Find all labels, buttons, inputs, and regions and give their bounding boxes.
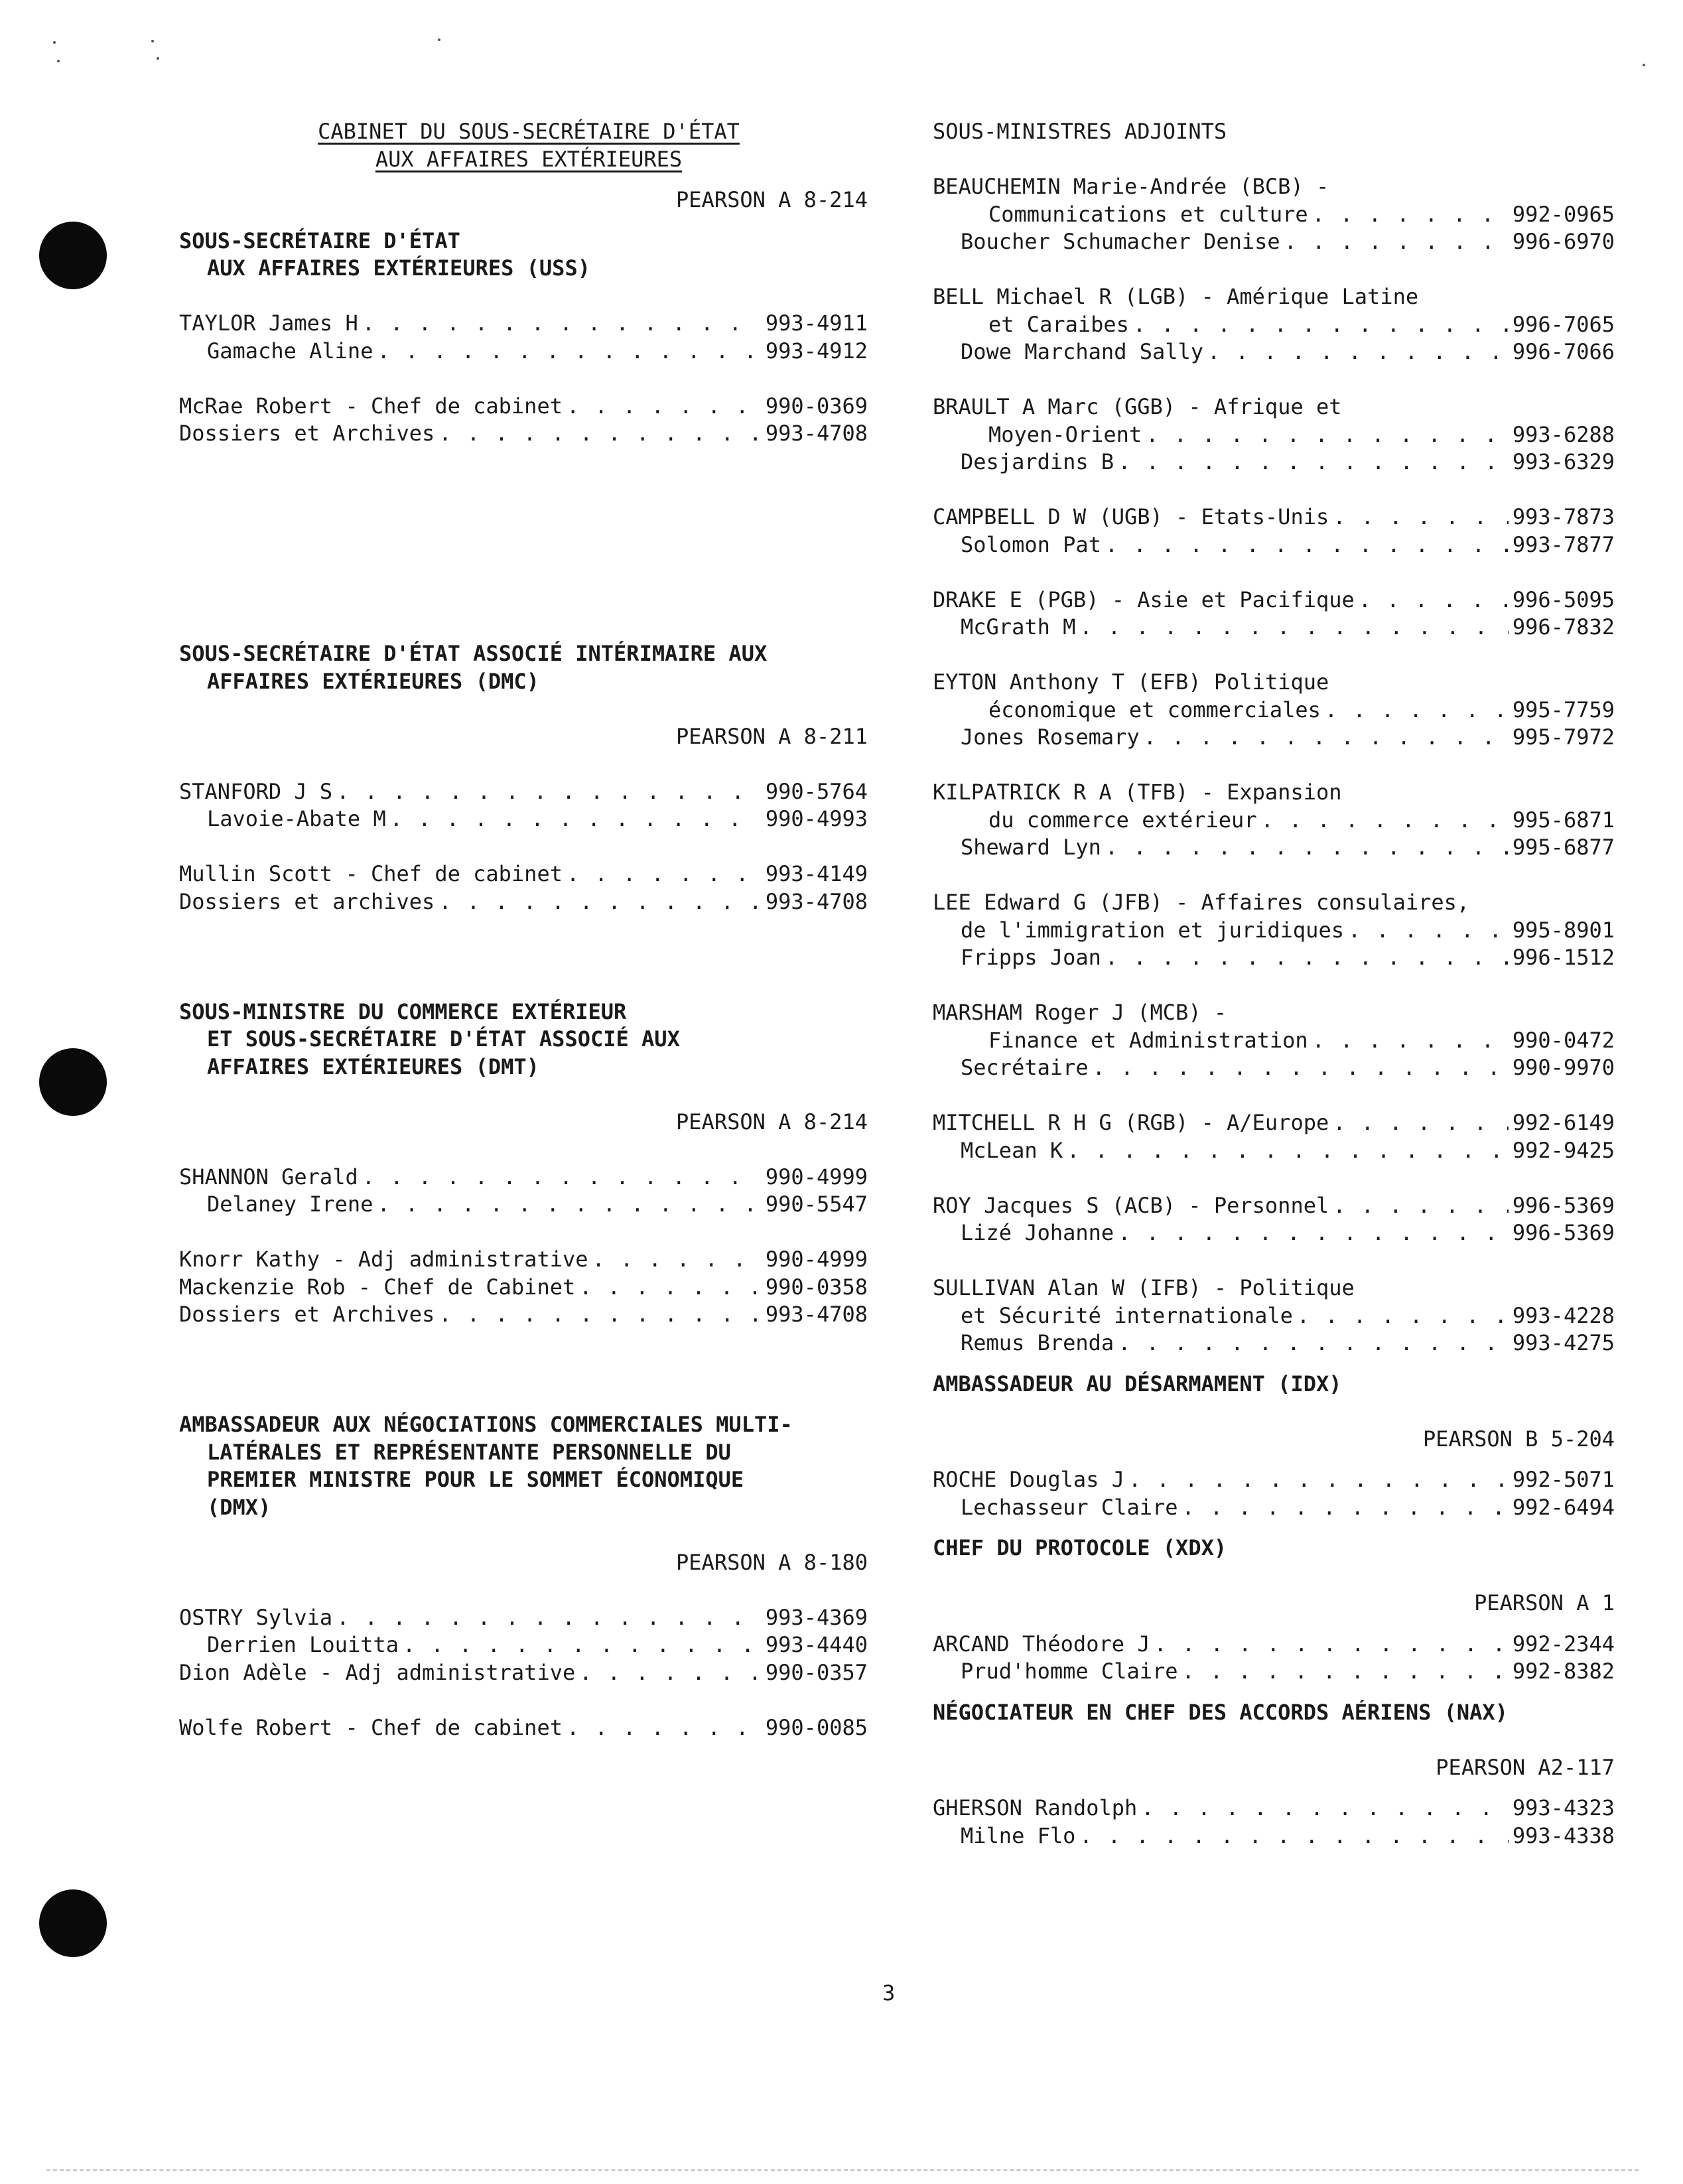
directory-entry: Lavoie-Abate M . . . 990-4993 bbox=[179, 805, 868, 833]
cabinet-title-line2: AUX AFFAIRES EXTÉRIEURES bbox=[375, 146, 683, 172]
directory-entry: Derrien Louitta . . . 993-4440 bbox=[179, 1631, 868, 1659]
dmx-title-line3: PREMIER MINISTRE POUR LE SOMMET ÉCONOMIQUE bbox=[207, 1467, 744, 1492]
directory-entry: ROY Jacques S (ACB) - Personnel . . . 996-5369 bbox=[933, 1192, 1615, 1220]
speck bbox=[53, 41, 56, 44]
entry-heading: MARSHAM Roger J (MCB) - bbox=[933, 1000, 1227, 1025]
xdx-location: PEARSON A 1 bbox=[1474, 1590, 1615, 1615]
nax-title: NÉGOCIATEUR EN CHEF DES ACCORDS AÉRIENS (NAX) bbox=[933, 1699, 1508, 1725]
directory-entry: Dossiers et Archives . . . 993-4708 bbox=[179, 1301, 868, 1329]
directory-entry: Wolfe Robert - Chef de cabinet . . . 990-0085 bbox=[179, 1714, 868, 1742]
directory-entry: Delaney Irene . . . 990-5547 bbox=[179, 1191, 868, 1219]
punch-hole-middle bbox=[39, 1048, 107, 1116]
dmt-location: PEARSON A 8-214 bbox=[676, 1109, 868, 1134]
directory-entry: Gamache Aline . . . 993-4912 bbox=[179, 338, 868, 366]
dmx-title-line4: (DMX) bbox=[207, 1494, 271, 1520]
directory-entry: Dossiers et archives . . . 993-4708 bbox=[179, 888, 868, 916]
directory-entry: Solomon Pat . . . 993-7877 bbox=[933, 531, 1615, 559]
directory-entry: Secrétaire . . . 990-9970 bbox=[933, 1054, 1615, 1082]
directory-entry: Remus Brenda . . . 993-4275 bbox=[933, 1330, 1615, 1357]
directory-entry: GHERSON Randolph . . . 993-4323 bbox=[933, 1795, 1615, 1822]
directory-entry: Mullin Scott - Chef de cabinet . . . 993-4149 bbox=[179, 860, 868, 888]
directory-entry: Dossiers et Archives . . . 993-4708 bbox=[179, 420, 868, 448]
nax-location: PEARSON A2-117 bbox=[1436, 1754, 1615, 1780]
directory-entry: OSTRY Sylvia . . . 993-4369 bbox=[179, 1604, 868, 1632]
directory-entry: Prud'homme Claire . . . 992-8382 bbox=[933, 1658, 1615, 1686]
left-column bbox=[179, 118, 868, 1741]
directory-entry: McGrath M . . . 996-7832 bbox=[933, 614, 1615, 642]
directory-entry: Dowe Marchand Sally . . . 996-7066 bbox=[933, 338, 1615, 366]
directory-entry: Boucher Schumacher Denise . . . 996-6970 bbox=[933, 228, 1615, 256]
directory-entry: STANFORD J S . . . 990-5764 bbox=[179, 778, 868, 806]
directory-entry: Fripps Joan . . . 996-1512 bbox=[933, 944, 1615, 972]
idx-location: PEARSON B 5-204 bbox=[1423, 1426, 1615, 1452]
dmt-title-line3: AFFAIRES EXTÉRIEURES (DMT) bbox=[207, 1054, 539, 1079]
directory-entry: TAYLOR James H . . . 993-4911 bbox=[179, 310, 868, 338]
entry-heading: BRAULT A Marc (GGB) - Afrique et bbox=[933, 394, 1342, 419]
directory-entry: Dion Adèle - Adj administrative . . . 990-0357 bbox=[179, 1659, 868, 1687]
directory-entry: Knorr Kathy - Adj administrative . . . 990-4999 bbox=[179, 1246, 868, 1274]
right-column bbox=[933, 118, 1615, 1850]
directory-entry: économique et commerciales . . . 995-7759 bbox=[933, 697, 1615, 724]
dmt-title-line1: SOUS-MINISTRE DU COMMERCE EXTÉRIEUR bbox=[179, 998, 627, 1024]
entry-heading: BEAUCHEMIN Marie-Andrée (BCB) - bbox=[933, 174, 1329, 199]
uss-title-line2: AUX AFFAIRES EXTÉRIEURES (USS) bbox=[207, 255, 590, 281]
entry-heading: BELL Michael R (LGB) - Amérique Latine bbox=[933, 284, 1419, 309]
directory-entry: de l'immigration et juridiques . . . 995-8901 bbox=[933, 917, 1615, 945]
dmc-location: PEARSON A 8-211 bbox=[676, 723, 868, 749]
speck bbox=[157, 57, 159, 60]
entry-heading: KILPATRICK R A (TFB) - Expansion bbox=[933, 780, 1342, 805]
idx-title: AMBASSADEUR AU DÉSARMAMENT (IDX) bbox=[933, 1371, 1342, 1397]
directory-entry: Sheward Lyn . . . 995-6877 bbox=[933, 834, 1615, 862]
page-number: 3 bbox=[882, 1980, 896, 2006]
punch-hole-bottom bbox=[39, 1889, 107, 1957]
directory-entry: ROCHE Douglas J . . . 992-5071 bbox=[933, 1466, 1615, 1494]
cabinet-location: PEARSON A 8-214 bbox=[676, 187, 868, 212]
dmt-title-line2: ET SOUS-SECRÉTAIRE D'ÉTAT ASSOCIÉ AUX bbox=[207, 1026, 680, 1052]
directory-entry: Mackenzie Rob - Chef de Cabinet . . . 990-0358 bbox=[179, 1274, 868, 1302]
cabinet-title-line1: CABINET DU SOUS-SECRÉTAIRE D'ÉTAT bbox=[318, 119, 740, 144]
directory-entry: Communications et culture . . . 992-0965 bbox=[933, 201, 1615, 229]
directory-entry: McLean K . . . 992-9425 bbox=[933, 1137, 1615, 1165]
speck bbox=[438, 38, 440, 41]
entry-heading: SULLIVAN Alan W (IFB) - Politique bbox=[933, 1275, 1355, 1300]
directory-entry: Desjardins B . . . 993-6329 bbox=[933, 448, 1615, 476]
punch-hole-top bbox=[39, 222, 107, 289]
dmx-location: PEARSON A 8-180 bbox=[676, 1549, 868, 1575]
directory-entry: Milne Flo . . . 993-4338 bbox=[933, 1822, 1615, 1850]
directory-entry: et Sécurité internationale . . . 993-4228 bbox=[933, 1302, 1615, 1330]
dmc-title-line2: AFFAIRES EXTÉRIEURES (DMC) bbox=[207, 668, 539, 694]
directory-entry: ARCAND Théodore J . . . 992-2344 bbox=[933, 1631, 1615, 1659]
directory-entry: Finance et Administration . . . 990-0472 bbox=[933, 1027, 1615, 1055]
directory-entry: et Caraibes . . . 996-7065 bbox=[933, 311, 1615, 339]
uss-title-line1: SOUS-SECRÉTAIRE D'ÉTAT bbox=[179, 228, 460, 253]
directory-entry: McRae Robert - Chef de cabinet . . . 990-0369 bbox=[179, 393, 868, 421]
speck bbox=[57, 60, 60, 62]
dmx-title-line2: LATÉRALES ET REPRÉSENTANTE PERSONNELLE DU bbox=[207, 1439, 731, 1465]
dmc-title-line1: SOUS-SECRÉTAIRE D'ÉTAT ASSOCIÉ INTÉRIMAIRE AUX bbox=[179, 641, 768, 666]
directory-entry: Moyen-Orient . . . 993-6288 bbox=[933, 421, 1615, 449]
speck bbox=[151, 40, 154, 42]
deputy-ministers-header: SOUS-MINISTRES ADJOINTS bbox=[933, 119, 1227, 144]
directory-entry: SHANNON Gerald . . . 990-4999 bbox=[179, 1164, 868, 1192]
bottom-scan-line bbox=[46, 2169, 1639, 2171]
directory-entry: Lechasseur Claire . . . 992-6494 bbox=[933, 1494, 1615, 1522]
directory-entry: Jones Rosemary . . . 995-7972 bbox=[933, 724, 1615, 752]
directory-entry: du commerce extérieur . . . 995-6871 bbox=[933, 807, 1615, 835]
directory-entry: Lizé Johanne . . . 996-5369 bbox=[933, 1219, 1615, 1247]
directory-entry: MITCHELL R H G (RGB) - A/Europe . . . 992-6149 bbox=[933, 1109, 1615, 1137]
directory-entry: DRAKE E (PGB) - Asie et Pacifique . . . 996-5095 bbox=[933, 586, 1615, 614]
entry-heading: EYTON Anthony T (EFB) Politique bbox=[933, 669, 1329, 695]
directory-entry: CAMPBELL D W (UGB) - Etats-Unis . . . 993-7873 bbox=[933, 504, 1615, 531]
entry-heading: LEE Edward G (JFB) - Affaires consulaires, bbox=[933, 890, 1470, 915]
dmx-title-line1: AMBASSADEUR AUX NÉGOCIATIONS COMMERCIALES MULTI- bbox=[179, 1412, 793, 1437]
xdx-title: CHEF DU PROTOCOLE (XDX) bbox=[933, 1535, 1227, 1560]
speck bbox=[1643, 64, 1645, 66]
